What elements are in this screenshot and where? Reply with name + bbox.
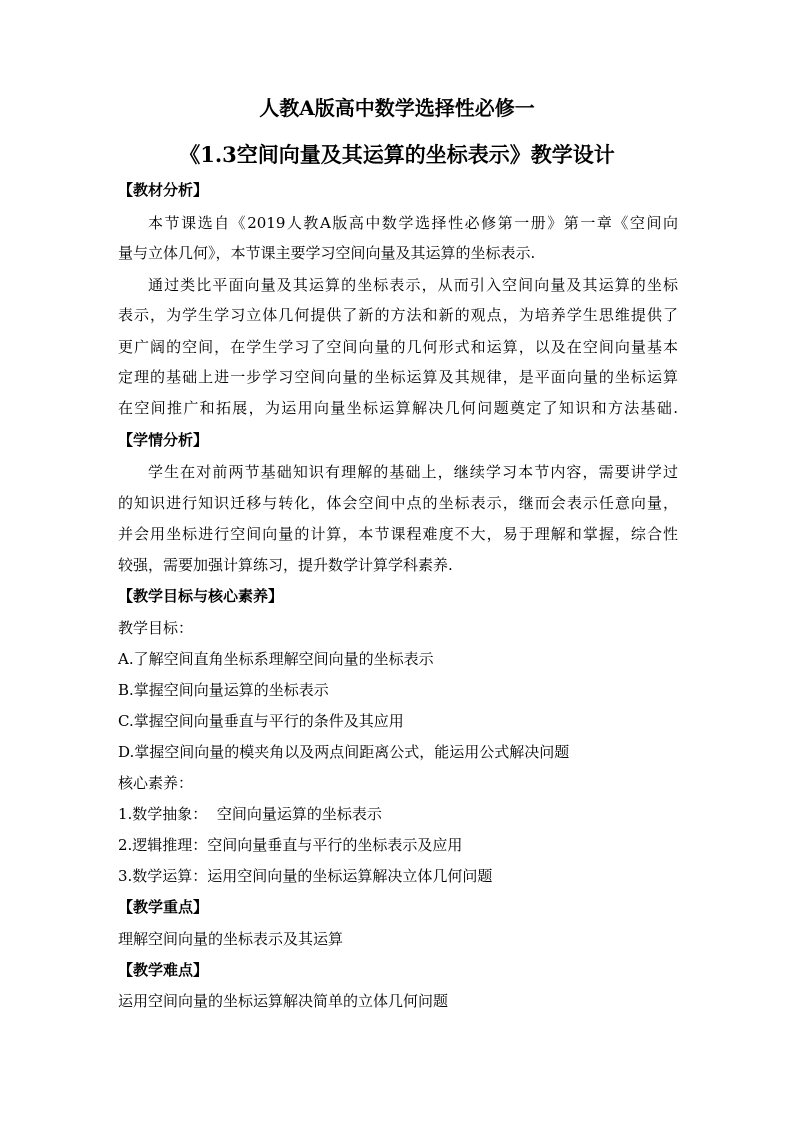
section-heading-student-analysis: 【学情分析】 — [118, 431, 209, 449]
key-points-text: 理解空间向量的坐标表示及其运算 — [118, 930, 344, 948]
paragraph-line: 的知识进行知识迁移与转化，体会空间中点的坐标表示，继而会表示任意向量， — [118, 494, 678, 512]
section-heading-key-points: 【教学重点】 — [118, 898, 209, 916]
document-title-line2: 《1.3空间向量及其运算的坐标表示》教学设计 — [179, 142, 615, 167]
goal-item: D.掌握空间向量的模夹角以及两点间距离公式，能运用公式解决问题 — [118, 743, 570, 761]
literacy-label: 核心素养： — [118, 774, 194, 792]
section-heading-goals: 【教学目标与核心素养】 — [118, 587, 284, 605]
paragraph-line: 定理的基础上进一步学习空间向量的坐标运算及其规律，是平面向量的坐标运算 — [118, 368, 678, 386]
paragraph-line: 较强，需要加强计算练习，提升数学计算学科素养. — [118, 556, 453, 574]
goal-item: C.掌握空间向量垂直与平行的条件及其应用 — [118, 712, 404, 730]
paragraph-line: 更广阔的空间，在学生学习了空间向量的几何形式和运算，以及在空间向量基本 — [118, 338, 678, 356]
document-title-line1: 人教A版高中数学选择性必修一 — [259, 96, 535, 120]
literacy-item: 2.逻辑推理：空间向量垂直与平行的坐标表示及应用 — [118, 836, 463, 854]
difficulties-text: 运用空间向量的坐标运算解决简单的立体几何问题 — [118, 992, 449, 1010]
paragraph-line: 并会用坐标进行空间向量的计算，本节课程难度不大，易于理解和掌握，综合性 — [118, 525, 678, 543]
section-heading-difficulties: 【教学难点】 — [118, 961, 209, 979]
paragraph-line: 量与立体几何》，本节课主要学习空间向量及其运算的坐标表示. — [118, 244, 536, 262]
goals-label: 教学目标： — [118, 619, 194, 637]
paragraph-line: 学生在对前两节基础知识有理解的基础上，继续学习本节内容，需要讲学过 — [148, 463, 678, 481]
goal-item: B.掌握空间向量运算的坐标表示 — [118, 681, 329, 699]
paragraph-line: 通过类比平面向量及其运算的坐标表示，从而引入空间向量及其运算的坐标 — [148, 276, 678, 294]
paragraph-line: 在空间推广和拓展，为运用向量坐标运算解决几何问题奠定了知识和方法基础. — [118, 399, 678, 417]
literacy-item: 1.数学抽象： 空间向量运算的坐标表示 — [118, 805, 382, 823]
paragraph-line: 表示，为学生学习立体几何提供了新的方法和新的观点，为培养学生思维提供了 — [118, 306, 678, 324]
paragraph-line: 本节课选自《2019人教A版高中数学选择性必修第一册》第一章《空间向 — [148, 214, 678, 232]
goal-item: A.了解空间直角坐标系理解空间向量的坐标表示 — [118, 650, 434, 668]
literacy-item: 3.数学运算：运用空间向量的坐标运算解决立体几何问题 — [118, 867, 493, 885]
section-heading-textbook-analysis: 【教材分析】 — [118, 181, 209, 199]
